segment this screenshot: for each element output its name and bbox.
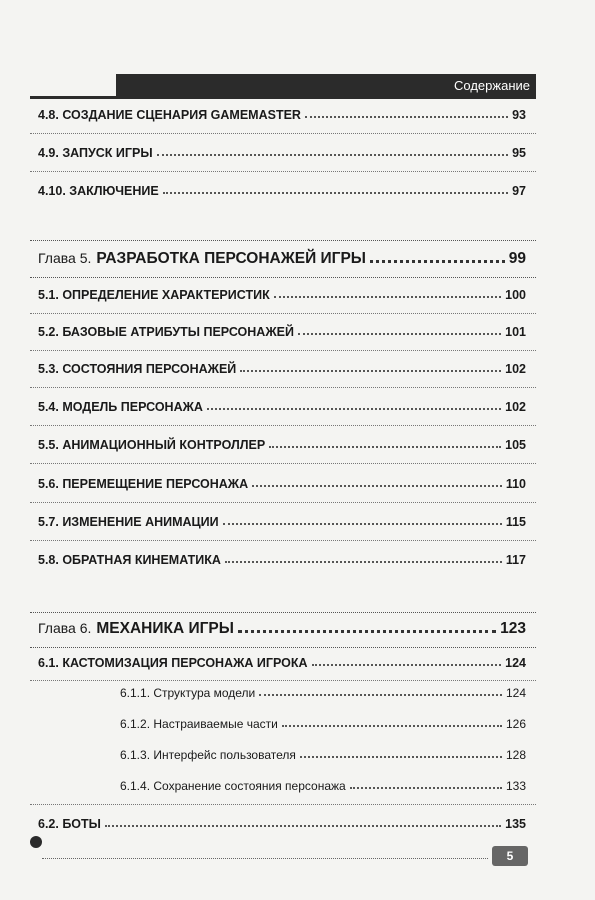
toc-entry-page: 102: [505, 362, 526, 376]
separator: [30, 133, 536, 134]
leader-dots: [312, 664, 502, 666]
leader-dots: [298, 333, 501, 335]
leader-dots: [300, 756, 502, 758]
chapter-title: РАЗРАБОТКА ПЕРСОНАЖЕЙ ИГРЫ: [96, 250, 366, 267]
toc-entry-title: 5.1. ОПРЕДЕЛЕНИЕ ХАРАКТЕРИСТИК: [38, 288, 270, 302]
toc-entry-page: 97: [512, 184, 526, 198]
page-number-badge: [492, 846, 528, 866]
chapter-page: 99: [508, 250, 526, 267]
separator: [30, 463, 536, 464]
toc-entry-title: 5.3. СОСТОЯНИЯ ПЕРСОНАЖЕЙ: [38, 362, 237, 376]
toc-chapter[interactable]: [38, 620, 526, 638]
toc-entry-title: 5.4. МОДЕЛЬ ПЕРСОНАЖА: [38, 400, 203, 414]
separator: [30, 350, 536, 351]
leader-dots: [282, 725, 502, 727]
toc-subentry[interactable]: [120, 686, 526, 700]
toc-entry[interactable]: [38, 146, 526, 160]
toc-subentry-page: 133: [505, 779, 526, 793]
leader-dots: [350, 787, 502, 789]
toc-entry-page: 124: [505, 656, 526, 670]
chapter-number: Глава 6.: [38, 620, 92, 636]
toc-entry[interactable]: [38, 477, 526, 491]
toc-entry-page: 105: [505, 438, 526, 452]
leader-dots: [252, 485, 502, 487]
leader-dots: [240, 370, 501, 372]
toc-entry[interactable]: [38, 438, 526, 452]
toc-entry[interactable]: [38, 553, 526, 567]
leader-dots: [207, 408, 501, 410]
running-header: [116, 74, 536, 96]
separator: [30, 502, 536, 503]
toc-entry[interactable]: [38, 108, 526, 122]
toc-subentry-page: 126: [505, 717, 526, 731]
leader-dots: [105, 825, 501, 827]
leader-dots: [225, 561, 502, 563]
toc-entry-title: 4.10. ЗАКЛЮЧЕНИЕ: [38, 184, 159, 198]
toc-chapter[interactable]: [38, 250, 526, 268]
leader-dots: [305, 116, 508, 118]
chapter-page: 123: [500, 620, 526, 637]
leader-dots: [274, 296, 501, 298]
toc-entry[interactable]: [38, 362, 526, 376]
toc-entry-title: 5.8. ОБРАТНАЯ КИНЕМАТИКА: [38, 553, 221, 567]
toc-entry-title: 5.7. ИЗМЕНЕНИЕ АНИМАЦИИ: [38, 515, 219, 529]
leader-dots: [370, 260, 505, 263]
toc-entry[interactable]: [38, 400, 526, 414]
separator: [30, 680, 536, 681]
toc-entry-page: 102: [505, 400, 526, 414]
toc-entry-page: 100: [505, 288, 526, 302]
toc-subentry-title: 6.1.2. Настраиваемые части: [120, 717, 278, 731]
separator: [30, 171, 536, 172]
toc-subentry-title: 6.1.1. Структура модели: [120, 686, 256, 700]
toc-subentry[interactable]: [120, 779, 526, 793]
toc-entry[interactable]: [38, 184, 526, 198]
toc-entry-page: 95: [512, 146, 526, 160]
toc-entry-title: 5.6. ПЕРЕМЕЩЕНИЕ ПЕРСОНАЖА: [38, 477, 249, 491]
separator: [30, 647, 536, 648]
toc-entry-title: 6.2. БОТЫ: [38, 817, 101, 831]
toc-entry-title: 6.1. КАСТОМИЗАЦИЯ ПЕРСОНАЖА ИГРОКА: [38, 656, 308, 670]
toc-entry[interactable]: [38, 325, 526, 339]
toc-entry-page: 115: [505, 515, 526, 529]
toc-entry-page: 110: [505, 477, 526, 491]
toc-entry-title: 4.8. СОЗДАНИЕ СЦЕНАРИЯ GAMEMASTER: [38, 108, 301, 122]
toc-entry[interactable]: [38, 656, 526, 670]
separator: [30, 277, 536, 278]
separator: [30, 804, 536, 805]
separator: [30, 540, 536, 541]
page-number: 5: [506, 849, 514, 863]
toc-entry[interactable]: [38, 817, 526, 831]
toc-subentry-title: 6.1.3. Интерфейс пользователя: [120, 748, 296, 762]
toc-subentry-page: 124: [505, 686, 526, 700]
chapter-number: Глава 5.: [38, 250, 92, 266]
leader-dots: [223, 523, 502, 525]
chapter-title: МЕХАНИКА ИГРЫ: [96, 620, 234, 637]
leader-dots: [259, 694, 502, 696]
toc-subentry-title: 6.1.4. Сохранение состояния персонажа: [120, 779, 346, 793]
toc-entry-page: 93: [512, 108, 526, 122]
bullet-ornament: [30, 836, 42, 848]
leader-dots: [163, 192, 508, 194]
separator: [30, 387, 536, 388]
toc-subentry-page: 128: [505, 748, 526, 762]
separator: [30, 425, 536, 426]
separator: [30, 612, 536, 613]
separator: [30, 313, 536, 314]
footer-rule: [42, 858, 488, 859]
toc-entry-title: 4.9. ЗАПУСК ИГРЫ: [38, 146, 153, 160]
toc-subentry[interactable]: [120, 748, 526, 762]
running-header-title: Содержание: [454, 77, 530, 93]
toc-entry-page: 101: [505, 325, 526, 339]
toc-entry-title: 5.5. АНИМАЦИОННЫЙ КОНТРОЛЛЕР: [38, 438, 266, 452]
toc-entry-page: 135: [505, 817, 526, 831]
toc-subentry[interactable]: [120, 717, 526, 731]
toc-entry-title: 5.2. БАЗОВЫЕ АТРИБУТЫ ПЕРСОНАЖЕЙ: [38, 325, 294, 339]
separator: [30, 240, 536, 241]
toc-entry-page: 117: [505, 553, 526, 567]
header-rule: [30, 96, 536, 99]
leader-dots: [238, 630, 496, 633]
toc-entry[interactable]: [38, 515, 526, 529]
toc-entry[interactable]: [38, 288, 526, 302]
leader-dots: [157, 154, 509, 156]
leader-dots: [269, 446, 501, 448]
